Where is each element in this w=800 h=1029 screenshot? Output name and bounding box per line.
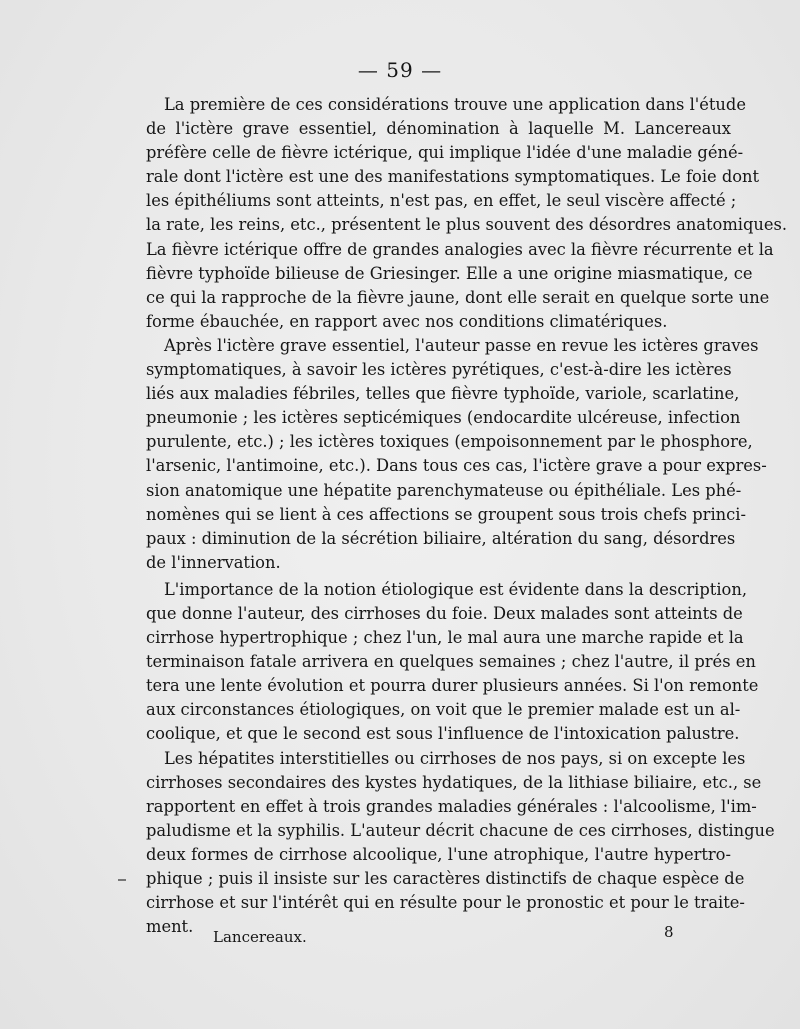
text-line: purulente, etc.) ; les ictères toxiques (empoisonnement par le phosphore, — [146, 432, 753, 452]
text-line: que donne l'auteur, des cirrhoses du foie. Deux malades sont atteints de — [146, 603, 743, 623]
text-line: Les hépatites interstitielles ou cirrhoses de nos pays, si on excepte les — [164, 748, 746, 768]
text-line: coolique, et que le second est sous l'influence de l'intoxication palustre. — [146, 724, 740, 744]
footer-author: Lancereaux. — [213, 928, 307, 946]
text-line: de l'innervation. — [146, 552, 281, 572]
text-line: tera une lente évolution et pourra durer plusieurs années. Si l'on remonte — [146, 676, 759, 696]
text-line: cirrhose et sur l'intérêt qui en résulte pour le pronostic et pour le traite- — [146, 893, 745, 913]
text-line: La fièvre ictérique offre de grandes analogies avec la fièvre récurrente et la — [146, 239, 774, 259]
paragraph — [146, 93, 788, 334]
text-line: sion anatomique une hépatite parenchymateuse ou épithéliale. Les phé- — [146, 480, 742, 500]
text-line: forme ébauchée, en rapport avec nos conditions climatériques. — [146, 311, 668, 331]
paragraph — [146, 578, 759, 747]
text-line: aux circonstances étiologiques, on voit que le premier malade est un al- — [146, 700, 741, 720]
text-line: l'arsenic, l'antimoine, etc.). Dans tous ces cas, l'ictère grave a pour expres- — [146, 456, 767, 476]
text-line: fièvre typhoïde bilieuse de Griesinger. Elle a une origine miasmatique, ce — [146, 263, 753, 283]
signature-mark: 8 — [664, 923, 674, 941]
text-line: symptomatiques, à savoir les ictères pyrétiques, c'est-à-dire les ictères — [146, 360, 732, 380]
text-line: cirrhose hypertrophique ; chez l'un, le mal aura une marche rapide et la — [146, 628, 744, 648]
margin-mark — [118, 879, 126, 881]
text-line: ce qui la rapproche de la fièvre jaune, dont elle serait en quelque sorte une — [146, 287, 770, 307]
paragraph — [146, 334, 767, 575]
text-line: de l'ictère grave essentiel, dénomination à laquelle M. Lancereaux — [146, 119, 731, 139]
body-text — [146, 93, 788, 939]
text-line: Après l'ictère grave essentiel, l'auteur passe en revue les ictères graves — [164, 335, 759, 355]
text-line: pneumonie ; les ictères septicémiques (endocardite ulcéreuse, infection — [146, 408, 741, 428]
text-line: La première de ces considérations trouve une application dans l'étude — [164, 95, 746, 114]
text-line: nomènes qui se lient à ces affections se groupent sous trois chefs princi- — [146, 504, 746, 524]
text-line: phique ; puis il insiste sur les caractères distinctifs de chaque espèce de — [146, 869, 745, 888]
text-line: ment. — [146, 917, 194, 937]
text-line: deux formes de cirrhose alcoolique, l'une atrophique, l'autre hypertro- — [146, 844, 731, 864]
paragraph — [146, 747, 775, 940]
text-line: paludisme et la syphilis. L'auteur décrit chacune de ces cirrhoses, distingue — [146, 820, 775, 840]
text-line: cirrhoses secondaires des kystes hydatiques, de la lithiase biliaire, etc., se — [146, 772, 762, 792]
text-line: paux : diminution de la sécrétion biliaire, altération du sang, désordres — [146, 528, 736, 548]
text-line: rale dont l'ictère est une des manifestations symptomatiques. Le foie dont — [146, 167, 760, 187]
text-line: les épithéliums sont atteints, n'est pas, en effet, le seul viscère affecté ; — [146, 191, 737, 211]
page-number: — 59 — — [357, 58, 443, 82]
text-line: rapportent en effet à trois grandes maladies générales : l'alcoolisme, l'im- — [146, 796, 757, 816]
text-line: liés aux maladies fébriles, telles que fièvre typhoïde, variole, scarlatine, — [146, 384, 740, 404]
text-line: terminaison fatale arrivera en quelques semaines ; chez l'autre, il prés en — [146, 652, 756, 672]
text-line: la rate, les reins, etc., présentent le plus souvent des désordres anatomiques. — [146, 215, 788, 235]
text-line: L'importance de la notion étiologique est évidente dans la description, — [164, 579, 748, 599]
text-line: préfère celle de fièvre ictérique, qui implique l'idée d'une maladie géné- — [146, 143, 744, 163]
